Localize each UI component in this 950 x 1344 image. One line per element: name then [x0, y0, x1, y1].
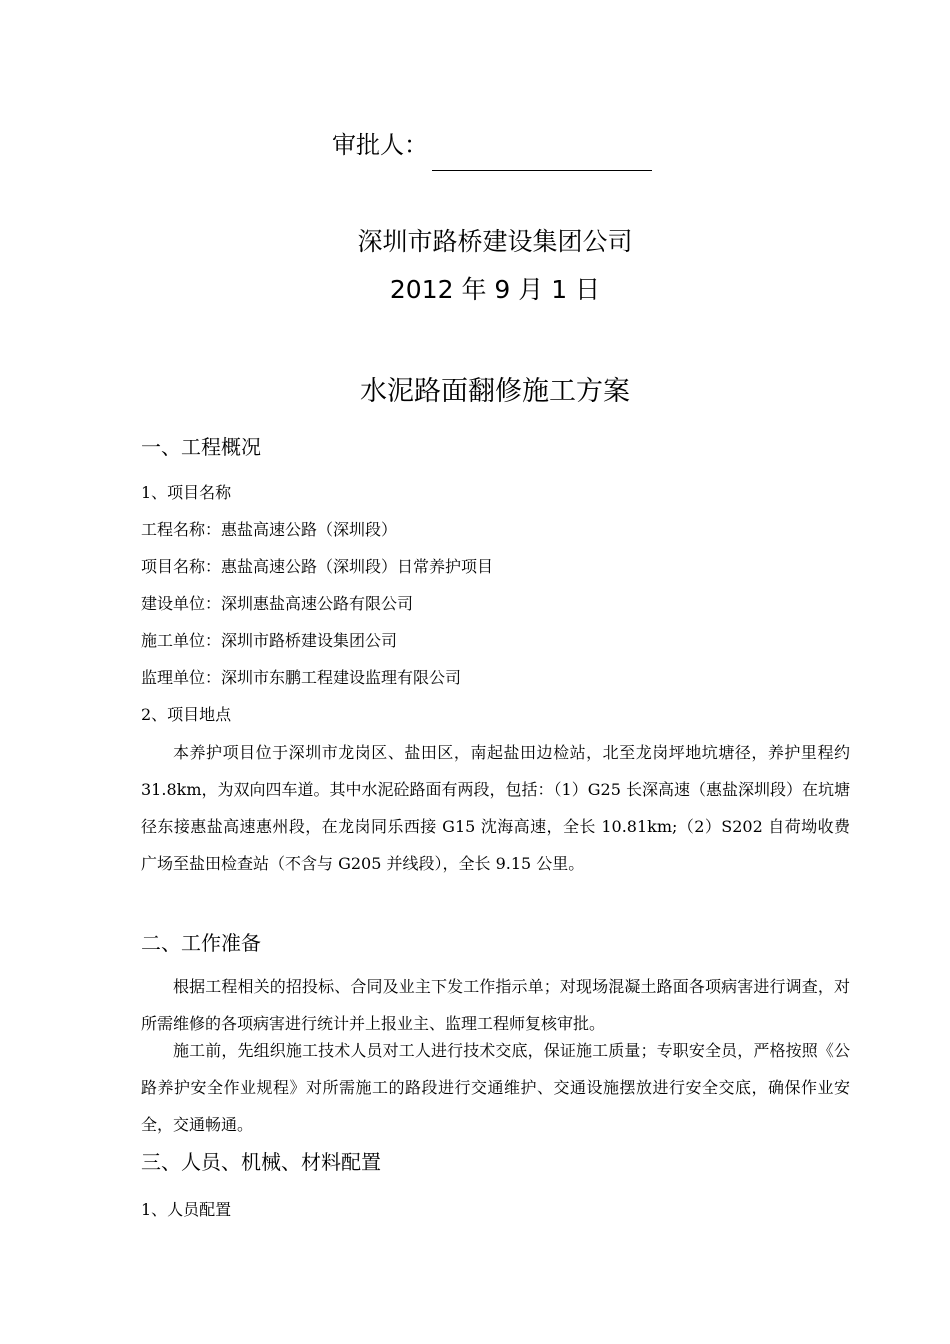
approver-label: 审批人： [332, 131, 428, 159]
signature-line [432, 170, 652, 171]
section-heading-overview: 一、工程概况 [141, 435, 261, 459]
section-heading-preparation: 二、工作准备 [141, 931, 261, 955]
field-owner-unit: 建设单位：深圳惠盐高速公路有限公司 [141, 594, 414, 613]
company-name: 深圳市路桥建设集团公司 [357, 227, 633, 256]
field-project-title: 工程名称：惠盐高速公路（深圳段） [141, 520, 398, 539]
subheading-project-name: 1、项目名称 [141, 483, 232, 502]
document-title: 水泥路面翻修施工方案 [360, 376, 630, 407]
paragraph-preparation-2: 施工前，先组织施工技术人员对工人进行技术交底，保证施工质量；专职安全员，严格按照《公路养护安全作业规程》对所需施工的路段进行交通维护、交通设施摆放进行安全交底，确保作业安全，交通畅通。 [141, 1041, 850, 1134]
subheading-staffing: 1、人员配置 [141, 1200, 232, 1219]
field-supervisor-unit: 监理单位：深圳市东鹏工程建设监理有限公司 [141, 668, 462, 687]
paragraph-preparation-1: 根据工程相关的招投标、合同及业主下发工作指示单；对现场混凝土路面各项病害进行调查，对所需维修的各项病害进行统计并上报业主、监理工程师复核审批。 [141, 977, 850, 1033]
field-project-item: 项目名称：惠盐高速公路（深圳段）日常养护项目 [141, 557, 494, 576]
paragraph-location: 本养护项目位于深圳市龙岗区、盐田区，南起盐田边检站，北至龙岗坪地坑塘径，养护里程约 31.8km，为双向四车道。其中水泥砼路面有两段，包括：（1）G25 长深高速（惠盐深圳段）在坑塘径东接惠盐高速惠州段，在龙岗同乐西接 G15 沈海高速，全长 10.81km;（2）S202 自荷坳收费广场至盐田检查站（不含与 G205 并线段），全长 9.15 公里。 [141, 743, 850, 873]
document-date: 2012 年 9 月 1 日 [389, 275, 601, 304]
field-contractor-unit: 施工单位：深圳市路桥建设集团公司 [141, 631, 398, 650]
subheading-project-location: 2、项目地点 [141, 705, 232, 724]
section-heading-resources: 三、人员、机械、材料配置 [141, 1150, 381, 1174]
